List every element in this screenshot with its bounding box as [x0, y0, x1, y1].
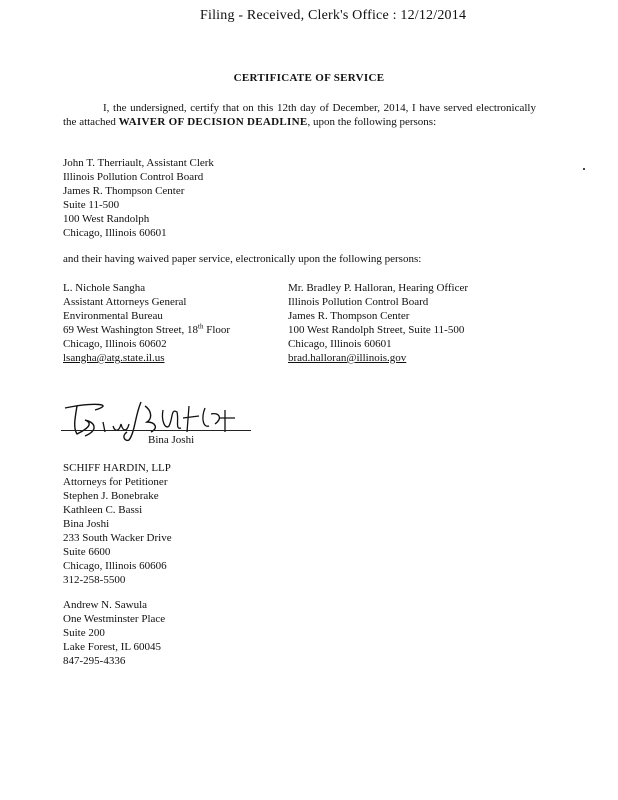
intro-text-2: , upon the following persons: — [307, 116, 437, 128]
left-recipient-block — [63, 281, 230, 365]
primary-line: Illinois Pollution Control Board — [63, 171, 204, 183]
primary-line: Suite 11-500 — [63, 199, 120, 211]
attorney-line: One Westminster Place — [63, 613, 166, 625]
primary-line: Chicago, Illinois 60601 — [63, 227, 167, 239]
firm-line: Bina Joshi — [63, 518, 110, 530]
right-line: Mr. Bradley P. Halloran, Hearing Officer — [288, 282, 469, 294]
document-title: CERTIFICATE OF SERVICE — [233, 72, 385, 84]
firm-line: Chicago, Illinois 60606 — [63, 560, 167, 572]
intro-text-1: I, the undersigned, certify that on this 12th day of December, 2014, I have served electronically the attached — [63, 102, 536, 128]
firm-line: Kathleen C. Bassi — [63, 504, 143, 516]
left-recipient-street — [63, 323, 230, 337]
right-line: Chicago, Illinois 60601 — [288, 338, 392, 350]
scan-speck — [583, 168, 585, 170]
firm-line: Attorneys for Petitioner — [63, 476, 168, 488]
firm-block — [63, 461, 172, 587]
second-attorney-block — [63, 598, 165, 668]
intro-bold-title: WAIVER OF DECISION DEADLINE — [118, 116, 308, 128]
firm-line: 233 South Wacker Drive — [63, 532, 172, 544]
street-end-text: Floor — [203, 324, 231, 336]
attorney-line: 847-295-4336 — [63, 655, 126, 667]
attorney-line: Lake Forest, IL 60045 — [63, 641, 161, 653]
firm-line: 312-258-5500 — [63, 574, 126, 586]
left-recipient-dept: Environmental Bureau — [63, 310, 163, 322]
firm-line: Stephen J. Bonebrake — [63, 490, 159, 502]
waived-service-text: and their having waived paper service, electronically upon the following persons: — [63, 253, 422, 265]
signer-name: Bina Joshi — [148, 434, 195, 446]
right-recipient-email[interactable]: brad.halloran@illinois.gov — [288, 352, 407, 364]
street-text: 69 West Washington Street, 18 — [63, 324, 199, 336]
intro-paragraph — [63, 101, 536, 129]
street-superscript: th — [198, 322, 204, 331]
attorney-line: Andrew N. Sawula — [63, 599, 148, 611]
right-line: 100 West Randolph Street, Suite 11-500 — [288, 324, 465, 336]
left-recipient-city: Chicago, Illinois 60602 — [63, 338, 167, 350]
primary-line: 100 West Randolph — [63, 213, 150, 225]
primary-line: James R. Thompson Center — [63, 185, 185, 197]
filing-header: Filing - Received, Clerk's Office : 12/12/2014 — [200, 8, 467, 23]
right-line: James R. Thompson Center — [288, 310, 410, 322]
attorney-line: Suite 200 — [63, 627, 105, 639]
primary-line: John T. Therriault, Assistant Clerk — [63, 157, 214, 169]
signature-line — [61, 430, 251, 431]
firm-line: Suite 6600 — [63, 546, 111, 558]
primary-recipient-block — [63, 156, 214, 240]
firm-line: SCHIFF HARDIN, LLP — [63, 462, 171, 474]
left-recipient-email[interactable]: lsangha@atg.state.il.us — [63, 352, 165, 364]
right-recipient-block — [288, 281, 468, 365]
left-recipient-title: Assistant Attorneys General — [63, 296, 187, 308]
left-recipient-name: L. Nichole Sangha — [63, 282, 146, 294]
right-line: Illinois Pollution Control Board — [288, 296, 429, 308]
